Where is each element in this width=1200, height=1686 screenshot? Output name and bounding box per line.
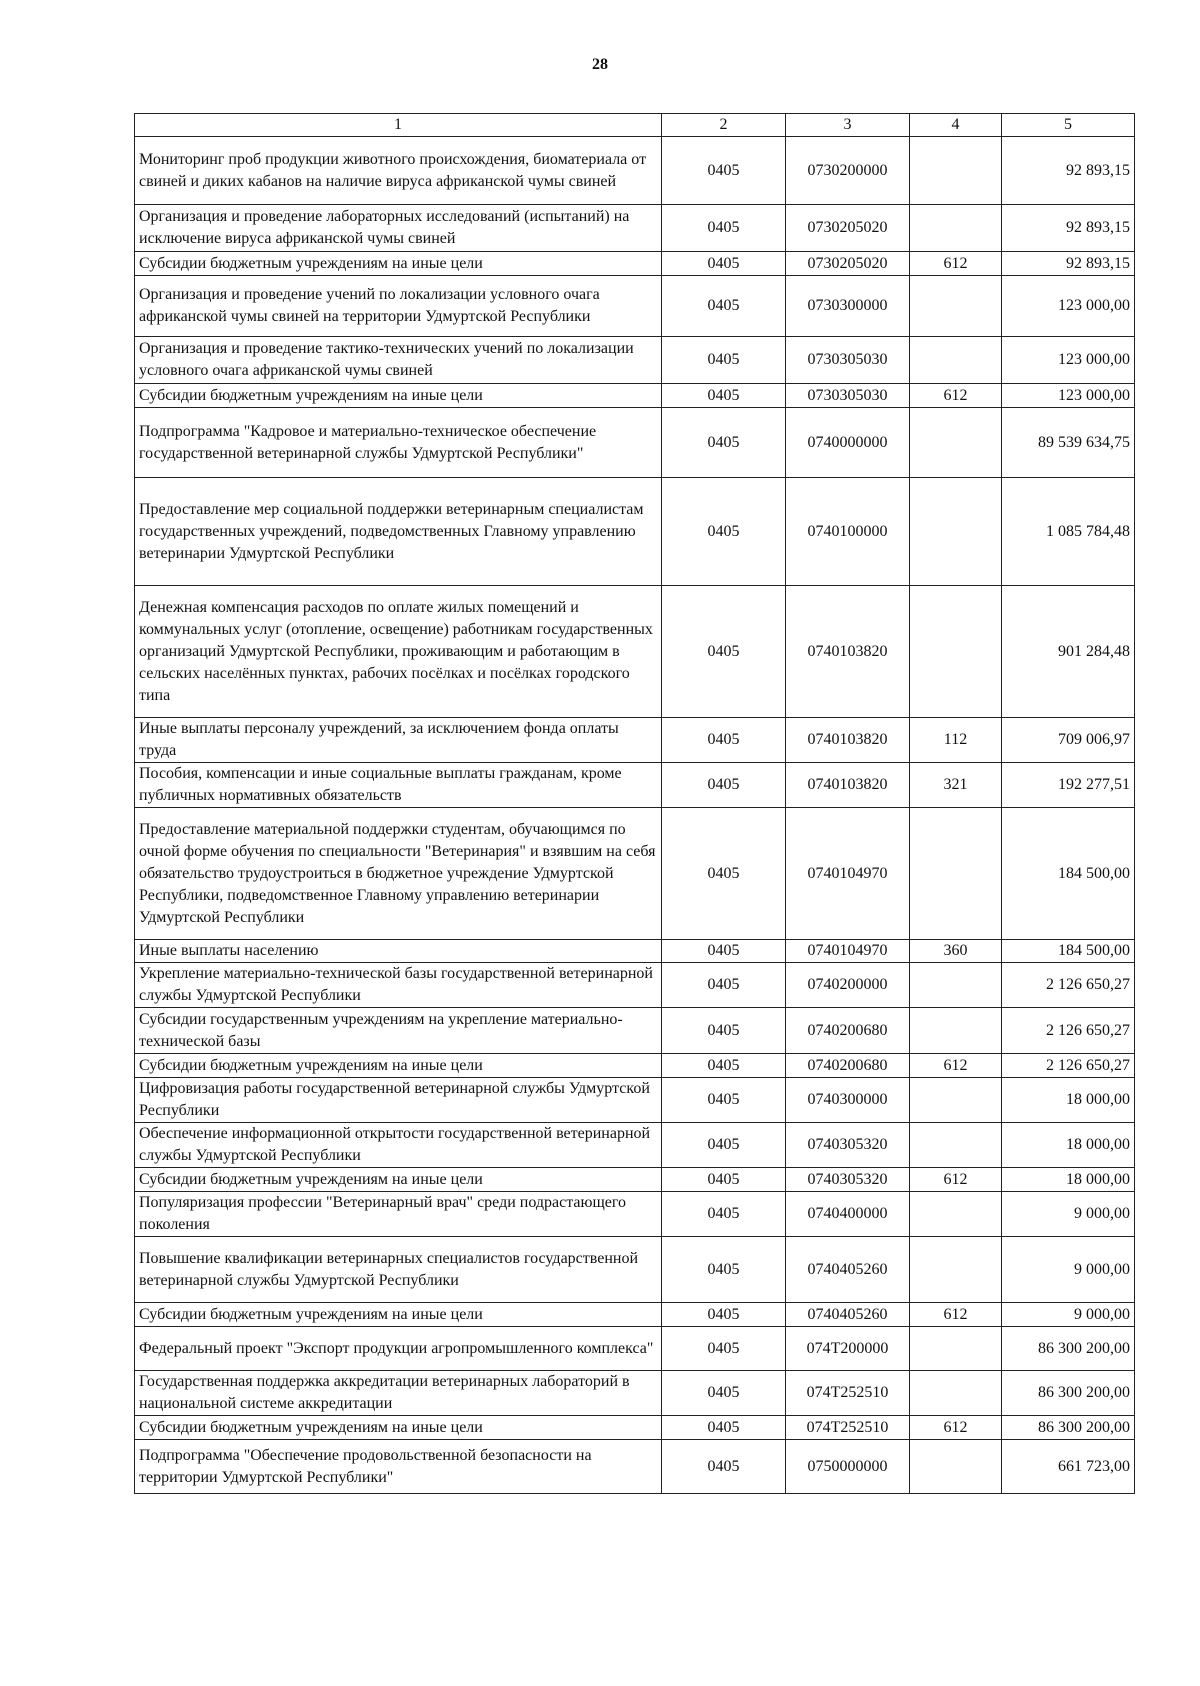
row-section-cell: 0405: [662, 718, 786, 763]
row-type-cell: 612: [910, 1416, 1002, 1440]
row-type-cell: 612: [910, 384, 1002, 408]
row-type-cell: [910, 1237, 1002, 1303]
table-row: [135, 337, 1135, 384]
row-target-cell: 074Т252510: [786, 1371, 910, 1416]
row-section-cell: 0405: [662, 808, 786, 940]
row-amount-cell: 2 126 650,27: [1002, 1008, 1135, 1054]
header-cell: 5: [1002, 114, 1135, 137]
row-target-cell: 0740305320: [786, 1123, 910, 1168]
row-type-cell: [910, 1371, 1002, 1416]
row-amount-cell: 18 000,00: [1002, 1078, 1135, 1123]
table-row: [135, 1237, 1135, 1303]
row-amount-cell: 92 893,15: [1002, 252, 1135, 276]
table-row: [135, 586, 1135, 718]
row-amount-cell: 92 893,15: [1002, 205, 1135, 252]
row-name-cell: Субсидии бюджетным учреждениям на иные цели: [135, 1054, 662, 1078]
row-amount-cell: 9 000,00: [1002, 1237, 1135, 1303]
row-type-cell: [910, 963, 1002, 1008]
row-name-cell: Подпрограмма "Кадровое и материально-техническое обеспечение государственной ветеринарной службы Удмуртской Республики": [135, 408, 662, 478]
row-section-cell: 0405: [662, 586, 786, 718]
row-target-cell: 0740103820: [786, 763, 910, 808]
table-row: [135, 808, 1135, 940]
table-row: [135, 276, 1135, 337]
row-amount-cell: 661 723,00: [1002, 1440, 1135, 1494]
row-name-cell: Популяризация профессии "Ветеринарный врач" среди подрастающего поколения: [135, 1192, 662, 1237]
row-type-cell: [910, 1123, 1002, 1168]
row-section-cell: 0405: [662, 963, 786, 1008]
row-target-cell: 0730205020: [786, 252, 910, 276]
row-section-cell: 0405: [662, 276, 786, 337]
row-section-cell: 0405: [662, 252, 786, 276]
row-section-cell: 0405: [662, 1440, 786, 1494]
row-section-cell: 0405: [662, 1168, 786, 1192]
row-name-cell: Субсидии бюджетным учреждениям на иные цели: [135, 1416, 662, 1440]
row-type-cell: [910, 478, 1002, 586]
row-section-cell: 0405: [662, 1371, 786, 1416]
row-target-cell: 0730205020: [786, 205, 910, 252]
table-row: [135, 384, 1135, 408]
table-row: [135, 137, 1135, 205]
row-name-cell: Иные выплаты населению: [135, 940, 662, 963]
row-amount-cell: 192 277,51: [1002, 763, 1135, 808]
row-amount-cell: 2 126 650,27: [1002, 963, 1135, 1008]
row-type-cell: [910, 1078, 1002, 1123]
row-type-cell: 360: [910, 940, 1002, 963]
row-target-cell: 0740000000: [786, 408, 910, 478]
table-row: [135, 408, 1135, 478]
row-name-cell: Федеральный проект "Экспорт продукции агропромышленного комплекса": [135, 1327, 662, 1371]
table-row: [135, 1440, 1135, 1494]
row-name-cell: Цифровизация работы государственной ветеринарной службы Удмуртской Республики: [135, 1078, 662, 1123]
table-row: [135, 1303, 1135, 1327]
row-target-cell: 074Т252510: [786, 1416, 910, 1440]
row-name-cell: Пособия, компенсации и иные социальные выплаты гражданам, кроме публичных нормативных обязательств: [135, 763, 662, 808]
row-type-cell: 612: [910, 1168, 1002, 1192]
row-section-cell: 0405: [662, 763, 786, 808]
header-cell: 3: [786, 114, 910, 137]
row-amount-cell: 123 000,00: [1002, 337, 1135, 384]
row-amount-cell: 86 300 200,00: [1002, 1416, 1135, 1440]
table-row: [135, 718, 1135, 763]
row-name-cell: Предоставление мер социальной поддержки ветеринарным специалистам государственных учреждений, подведомственных Главному управлению ветеринарии Удмуртской Республики: [135, 478, 662, 586]
row-target-cell: 0740103820: [786, 586, 910, 718]
table-row: [135, 963, 1135, 1008]
table-row: [135, 1327, 1135, 1371]
row-name-cell: Субсидии бюджетным учреждениям на иные цели: [135, 1168, 662, 1192]
table-row: [135, 1168, 1135, 1192]
row-name-cell: Денежная компенсация расходов по оплате жилых помещений и коммунальных услуг (отопление, освещение) работникам государственных организаций Удмуртской Республики, проживающим и работающим в сельских населённых пунктах, рабочих посёлках и посёлках городского типа: [135, 586, 662, 718]
row-section-cell: 0405: [662, 1303, 786, 1327]
row-target-cell: 0750000000: [786, 1440, 910, 1494]
row-target-cell: 0730200000: [786, 137, 910, 205]
table-row: [135, 763, 1135, 808]
budget-table: [134, 113, 1135, 1494]
row-type-cell: [910, 205, 1002, 252]
row-name-cell: Предоставление материальной поддержки студентам, обучающимся по очной форме обучения по специальности "Ветеринария" и взявшим на себя обязательство трудоустроиться в бюджетное учреждение Удмуртской Республики, подведомственное Главному управлению ветеринарии Удмуртской Республики: [135, 808, 662, 940]
row-target-cell: 0740400000: [786, 1192, 910, 1237]
table-row: [135, 1371, 1135, 1416]
row-type-cell: 112: [910, 718, 1002, 763]
row-amount-cell: 123 000,00: [1002, 384, 1135, 408]
row-amount-cell: 9 000,00: [1002, 1303, 1135, 1327]
row-target-cell: 074Т200000: [786, 1327, 910, 1371]
row-section-cell: 0405: [662, 1054, 786, 1078]
row-amount-cell: 18 000,00: [1002, 1168, 1135, 1192]
row-section-cell: 0405: [662, 384, 786, 408]
row-amount-cell: 18 000,00: [1002, 1123, 1135, 1168]
row-amount-cell: 184 500,00: [1002, 808, 1135, 940]
row-name-cell: Организация и проведение тактико-технических учений по локализации условного очага африканской чумы свиней: [135, 337, 662, 384]
table-row: [135, 478, 1135, 586]
row-amount-cell: 123 000,00: [1002, 276, 1135, 337]
row-type-cell: [910, 1327, 1002, 1371]
table-row: [135, 1123, 1135, 1168]
row-target-cell: 0740305320: [786, 1168, 910, 1192]
row-target-cell: 0740103820: [786, 718, 910, 763]
row-section-cell: 0405: [662, 137, 786, 205]
row-type-cell: [910, 408, 1002, 478]
row-type-cell: [910, 1192, 1002, 1237]
row-type-cell: [910, 1440, 1002, 1494]
row-section-cell: 0405: [662, 1237, 786, 1303]
row-name-cell: Организация и проведение лабораторных исследований (испытаний) на исключение вируса африканской чумы свиней: [135, 205, 662, 252]
row-type-cell: [910, 337, 1002, 384]
row-section-cell: 0405: [662, 337, 786, 384]
table-row: [135, 1192, 1135, 1237]
row-name-cell: Мониторинг проб продукции животного происхождения, биоматериала от свиней и диких кабанов на наличие вируса африканской чумы свиней: [135, 137, 662, 205]
page-number: 28: [592, 56, 608, 73]
row-name-cell: Укрепление материально-технической базы государственной ветеринарной службы Удмуртской Республики: [135, 963, 662, 1008]
header-cell: 1: [135, 114, 662, 137]
table-row: [135, 205, 1135, 252]
table-row: [135, 1008, 1135, 1054]
row-section-cell: 0405: [662, 1008, 786, 1054]
table-row: [135, 940, 1135, 963]
table-row: [135, 1054, 1135, 1078]
row-name-cell: Подпрограмма "Обеспечение продовольственной безопасности на территории Удмуртской Республики": [135, 1440, 662, 1494]
row-target-cell: 0740405260: [786, 1303, 910, 1327]
row-amount-cell: 86 300 200,00: [1002, 1327, 1135, 1371]
table-row: [135, 252, 1135, 276]
row-name-cell: Обеспечение информационной открытости государственной ветеринарной службы Удмуртской Республики: [135, 1123, 662, 1168]
row-target-cell: 0740200000: [786, 963, 910, 1008]
row-amount-cell: 92 893,15: [1002, 137, 1135, 205]
row-type-cell: [910, 586, 1002, 718]
table-row: [135, 1416, 1135, 1440]
header-cell: 2: [662, 114, 786, 137]
row-name-cell: Повышение квалификации ветеринарных специалистов государственной ветеринарной службы Удмуртской Республики: [135, 1237, 662, 1303]
row-amount-cell: 9 000,00: [1002, 1192, 1135, 1237]
row-amount-cell: 184 500,00: [1002, 940, 1135, 963]
row-amount-cell: 901 284,48: [1002, 586, 1135, 718]
row-target-cell: 0740104970: [786, 940, 910, 963]
row-type-cell: 612: [910, 252, 1002, 276]
row-name-cell: Субсидии бюджетным учреждениям на иные цели: [135, 384, 662, 408]
row-amount-cell: 89 539 634,75: [1002, 408, 1135, 478]
row-target-cell: 0730305030: [786, 384, 910, 408]
row-target-cell: 0740200680: [786, 1008, 910, 1054]
row-section-cell: 0405: [662, 1078, 786, 1123]
header-cell: 4: [910, 114, 1002, 137]
row-name-cell: Субсидии государственным учреждениям на укрепление материально-технической базы: [135, 1008, 662, 1054]
row-type-cell: [910, 276, 1002, 337]
row-name-cell: Субсидии бюджетным учреждениям на иные цели: [135, 1303, 662, 1327]
row-type-cell: [910, 137, 1002, 205]
row-section-cell: 0405: [662, 205, 786, 252]
row-type-cell: [910, 808, 1002, 940]
row-amount-cell: 1 085 784,48: [1002, 478, 1135, 586]
row-amount-cell: 86 300 200,00: [1002, 1371, 1135, 1416]
row-amount-cell: 2 126 650,27: [1002, 1054, 1135, 1078]
row-name-cell: Государственная поддержка аккредитации ветеринарных лабораторий в национальной системе аккредитации: [135, 1371, 662, 1416]
row-amount-cell: 709 006,97: [1002, 718, 1135, 763]
row-target-cell: 0740200680: [786, 1054, 910, 1078]
row-name-cell: Организация и проведение учений по локализации условного очага африканской чумы свиней на территории Удмуртской Республики: [135, 276, 662, 337]
row-type-cell: 321: [910, 763, 1002, 808]
row-name-cell: Иные выплаты персоналу учреждений, за исключением фонда оплаты труда: [135, 718, 662, 763]
table-row: [135, 1078, 1135, 1123]
row-section-cell: 0405: [662, 1192, 786, 1237]
row-section-cell: 0405: [662, 1123, 786, 1168]
row-target-cell: 0740405260: [786, 1237, 910, 1303]
row-type-cell: 612: [910, 1303, 1002, 1327]
row-target-cell: 0740100000: [786, 478, 910, 586]
row-section-cell: 0405: [662, 408, 786, 478]
row-section-cell: 0405: [662, 1327, 786, 1371]
row-name-cell: Субсидии бюджетным учреждениям на иные цели: [135, 252, 662, 276]
row-type-cell: 612: [910, 1054, 1002, 1078]
row-target-cell: 0730300000: [786, 276, 910, 337]
row-target-cell: 0740300000: [786, 1078, 910, 1123]
row-section-cell: 0405: [662, 940, 786, 963]
row-section-cell: 0405: [662, 478, 786, 586]
table-header-row: [135, 114, 1135, 137]
row-target-cell: 0730305030: [786, 337, 910, 384]
row-type-cell: [910, 1008, 1002, 1054]
row-section-cell: 0405: [662, 1416, 786, 1440]
row-target-cell: 0740104970: [786, 808, 910, 940]
